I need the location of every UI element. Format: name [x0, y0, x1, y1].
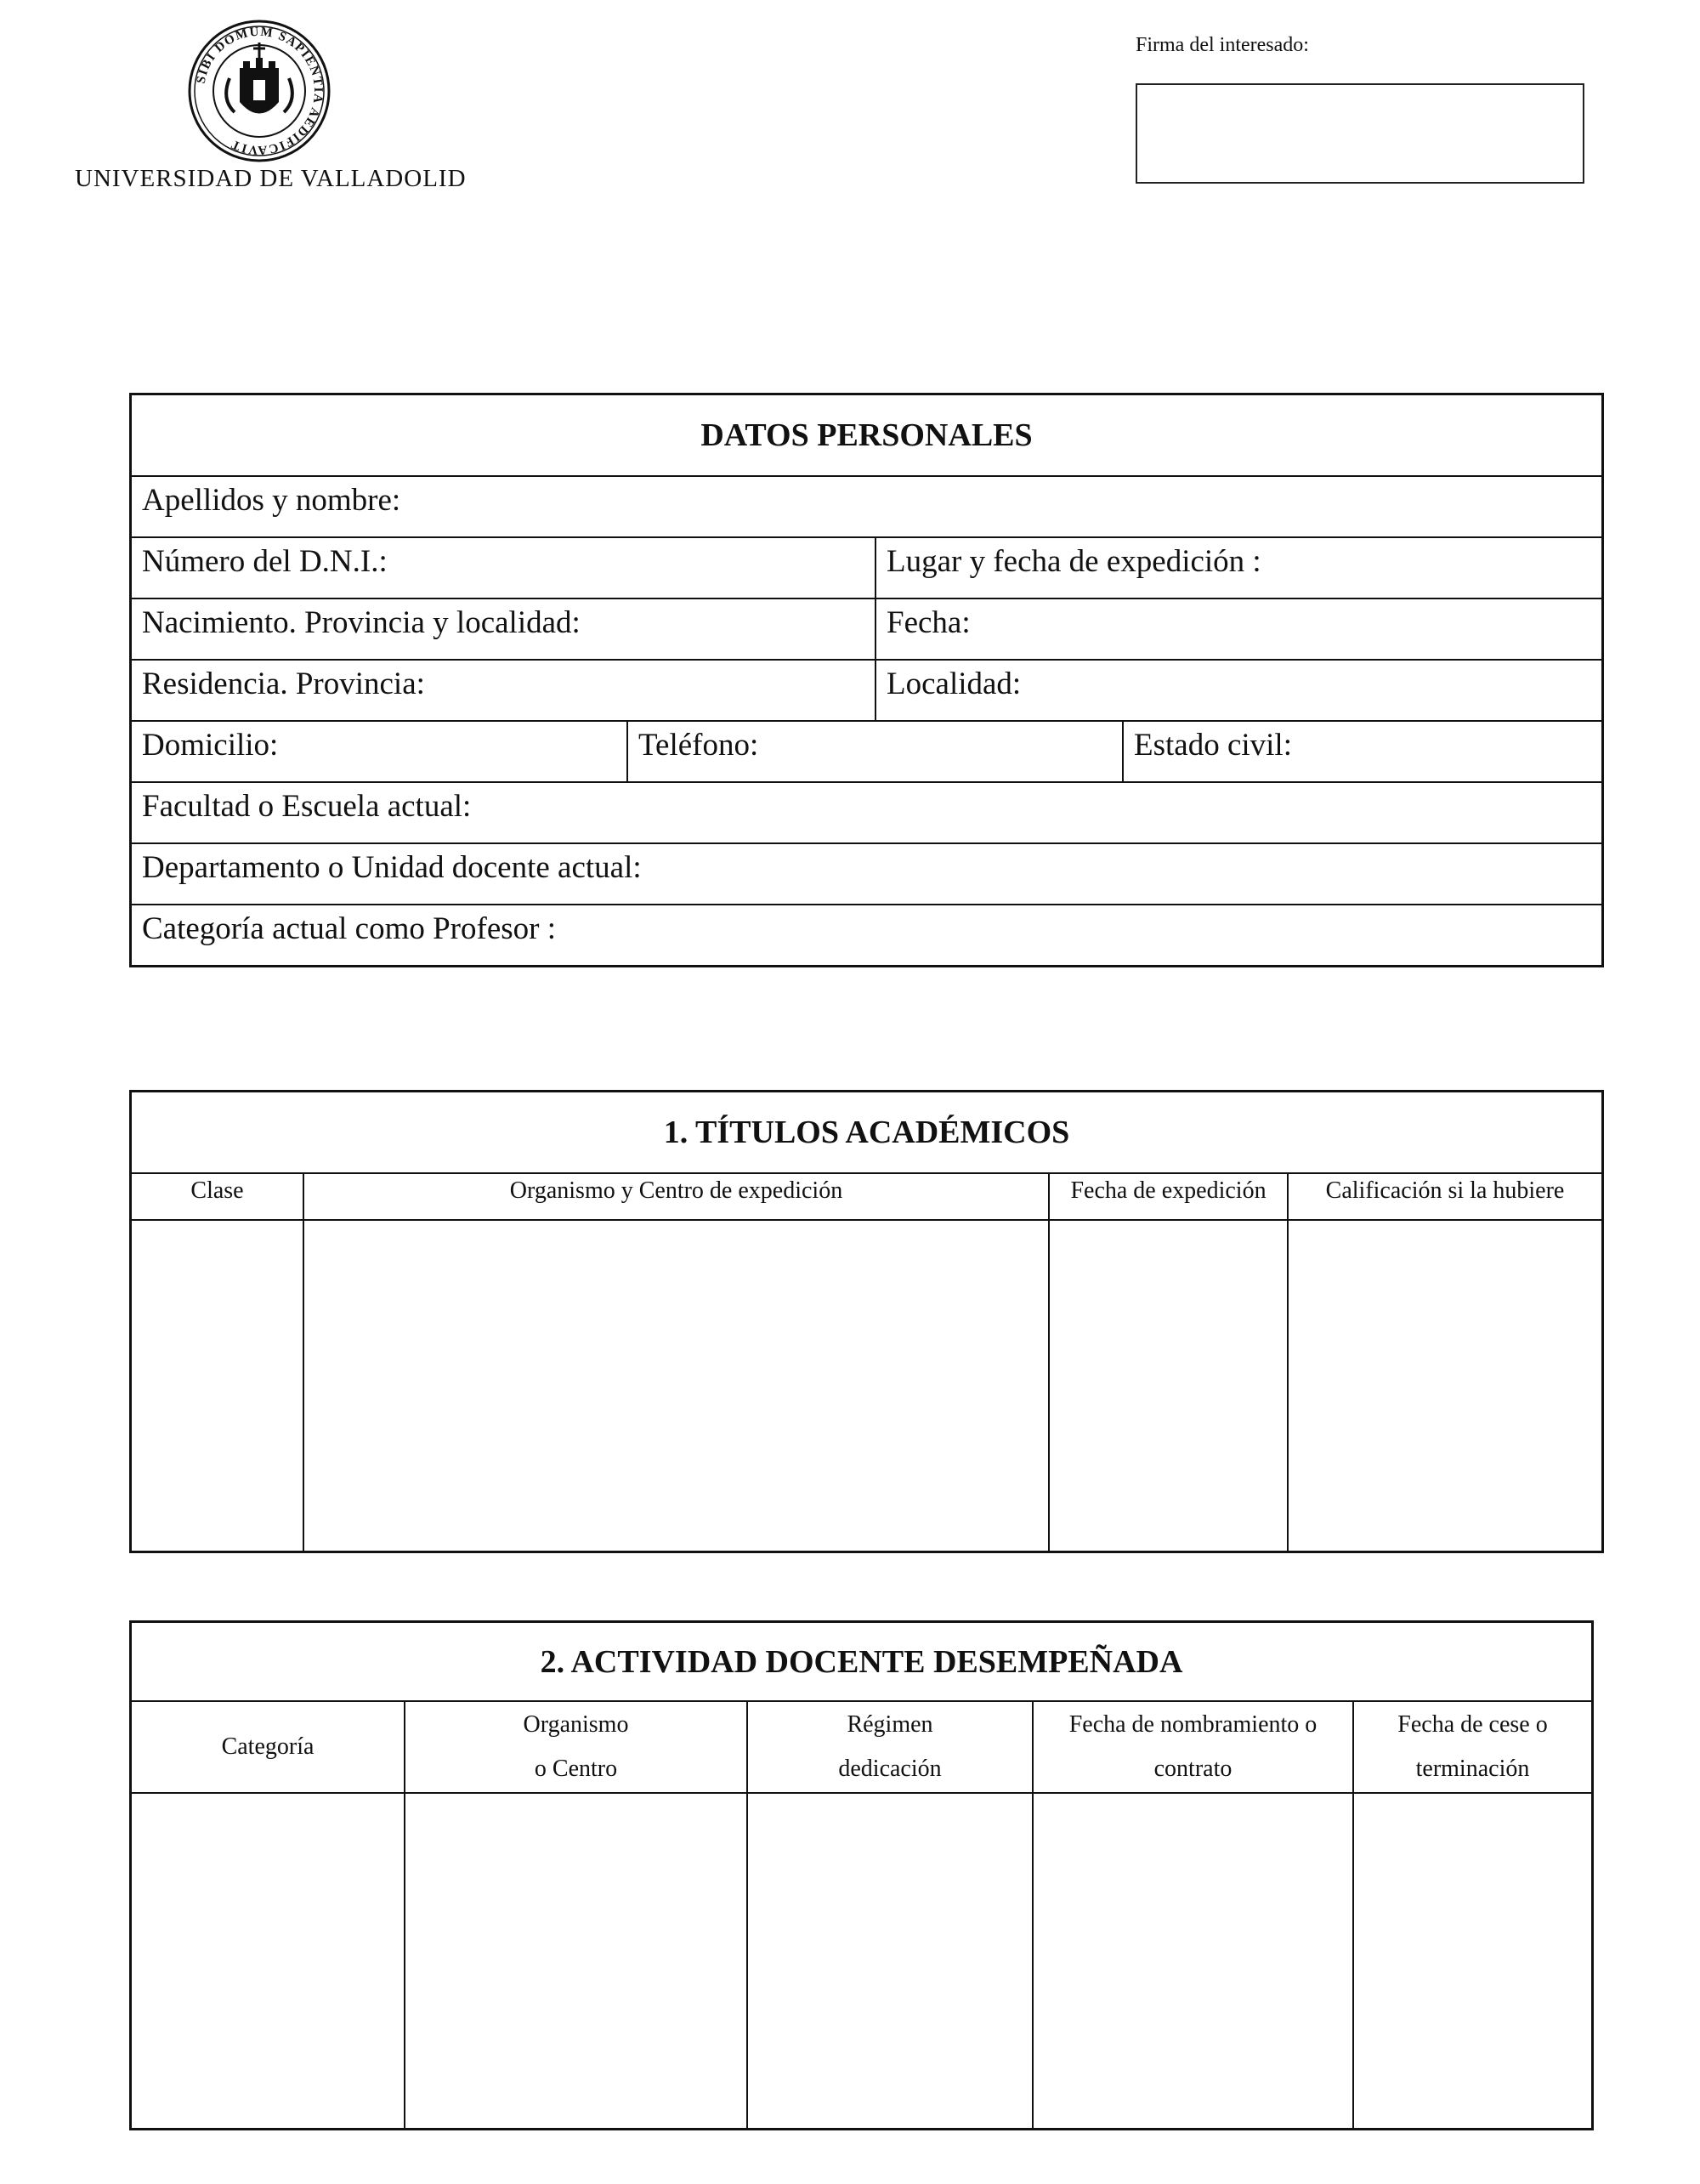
field-telefono[interactable]: Teléfono:: [626, 722, 1122, 781]
col-organismo-line1: Organismo: [523, 1711, 629, 1738]
row-residencia: [132, 661, 1601, 722]
datos-personales-title: DATOS PERSONALES: [132, 395, 1601, 477]
university-name: UNIVERSIDAD DE VALLADOLID: [75, 165, 467, 192]
actividad-cell-fecha-nombramiento[interactable]: [1032, 1794, 1352, 2128]
col-fecha-nombramiento-line2: contrato: [1153, 1756, 1232, 1782]
row-categoria: [132, 905, 1601, 967]
row-departamento: [132, 844, 1601, 905]
col-regimen-line1: Régimen: [847, 1711, 933, 1738]
col-organismo-line2: o Centro: [534, 1756, 618, 1782]
col-fecha-cese: [1352, 1702, 1591, 1792]
signature-label: Firma del interesado:: [1136, 34, 1309, 56]
actividad-body: [132, 1794, 1591, 2128]
row-nacimiento: [132, 599, 1601, 661]
seal-motto: SIBI DOMUM SAPIENTIA AEDIFICAVIT: [194, 25, 326, 157]
col-regimen: [746, 1702, 1032, 1792]
field-estado-civil[interactable]: Estado civil:: [1122, 722, 1601, 781]
titulos-section: [129, 1090, 1604, 1553]
titulos-title: 1. TÍTULOS ACADÉMICOS: [132, 1092, 1601, 1174]
actividad-cell-organismo[interactable]: [404, 1794, 746, 2128]
field-dni[interactable]: Número del D.N.I.:: [142, 544, 388, 579]
actividad-section: [129, 1620, 1594, 2130]
titulos-cell-clase[interactable]: [132, 1221, 303, 1551]
titulos-cell-organismo[interactable]: [303, 1221, 1048, 1551]
col-organismo-centro: Organismo y Centro de expedición: [303, 1174, 1048, 1219]
field-departamento[interactable]: Departamento o Unidad docente actual:: [142, 850, 642, 885]
row-apellidos: [132, 477, 1601, 538]
signature-box[interactable]: [1136, 83, 1584, 184]
titulos-header-row: [132, 1174, 1601, 1221]
col-fecha-cese-line2: terminación: [1415, 1756, 1530, 1782]
field-facultad[interactable]: Facultad o Escuela actual:: [142, 789, 472, 824]
field-categoria[interactable]: Categoría actual como Profesor :: [142, 911, 556, 946]
row-facultad: [132, 783, 1601, 844]
field-nacimiento[interactable]: Nacimiento. Provincia y localidad:: [142, 605, 581, 640]
col-calificacion: Calificación si la hubiere: [1287, 1174, 1601, 1219]
field-apellidos[interactable]: Apellidos y nombre:: [142, 483, 401, 518]
actividad-cell-fecha-cese[interactable]: [1352, 1794, 1591, 2128]
col-fecha-cese-line1: Fecha de cese o: [1397, 1711, 1548, 1738]
actividad-header-row: [132, 1702, 1591, 1794]
actividad-cell-categoria[interactable]: [132, 1794, 404, 2128]
actividad-title: 2. ACTIVIDAD DOCENTE DESEMPEÑADA: [132, 1623, 1591, 1702]
col-organismo: [404, 1702, 746, 1792]
actividad-cell-regimen[interactable]: [746, 1794, 1032, 2128]
col-fecha-nombramiento-line1: Fecha de nombramiento o: [1068, 1711, 1318, 1738]
row-domicilio: [132, 722, 1601, 783]
field-lugar-fecha-expedicion[interactable]: Lugar y fecha de expedición :: [875, 538, 1601, 598]
field-localidad[interactable]: Localidad:: [875, 661, 1601, 720]
field-residencia[interactable]: Residencia. Provincia:: [142, 667, 425, 701]
field-fecha[interactable]: Fecha:: [875, 599, 1601, 659]
titulos-cell-fecha[interactable]: [1048, 1221, 1287, 1551]
titulos-body: [132, 1221, 1601, 1551]
col-fecha-nombramiento: [1032, 1702, 1352, 1792]
datos-personales-section: [129, 393, 1604, 967]
col-categoria: [132, 1702, 404, 1792]
col-fecha-expedicion: Fecha de expedición: [1048, 1174, 1287, 1219]
col-clase: Clase: [190, 1177, 244, 1204]
titulos-cell-calificacion[interactable]: [1287, 1221, 1601, 1551]
university-seal-icon: [187, 19, 332, 163]
row-dni: [132, 538, 1601, 599]
col-regimen-line2: dedicación: [838, 1756, 942, 1782]
field-domicilio[interactable]: Domicilio:: [142, 728, 279, 763]
col-categoria-line1: Categoría: [221, 1733, 314, 1760]
